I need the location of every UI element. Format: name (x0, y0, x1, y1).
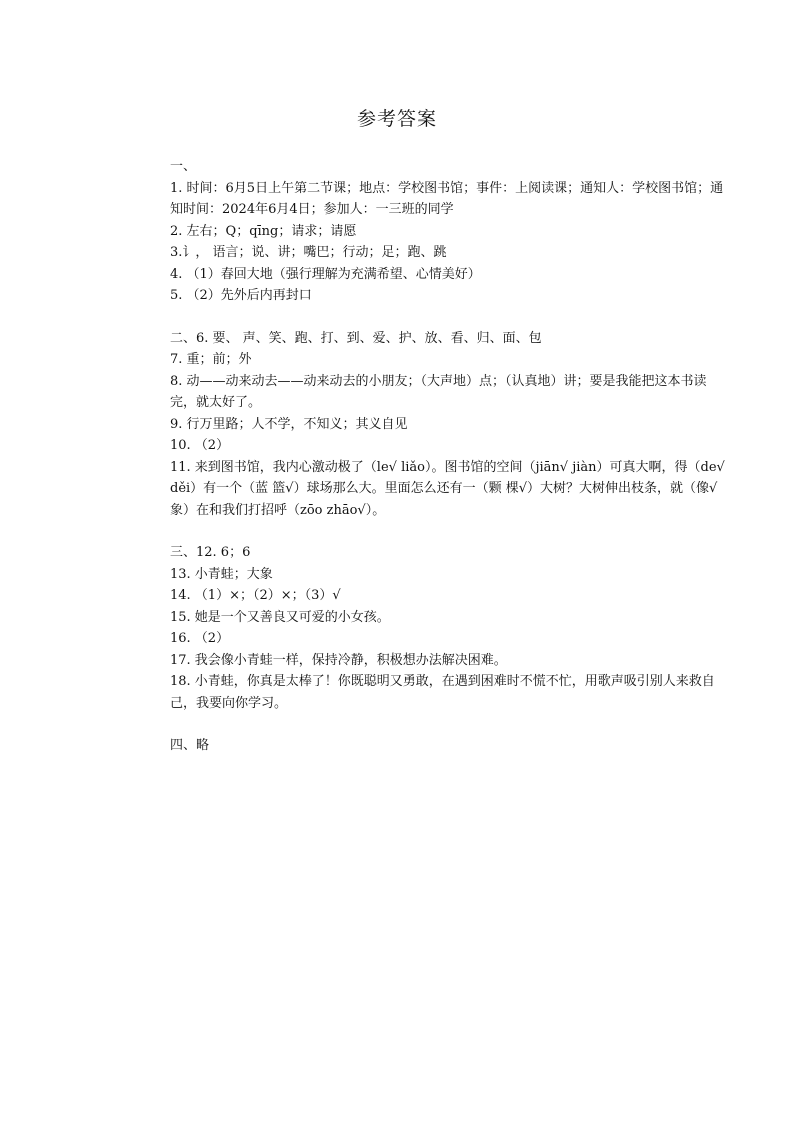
answer-line-9: 9. 行万里路；人不学，不知义；其义自见 (170, 416, 408, 432)
section-heading-one: 一、 (170, 159, 197, 174)
answer-line-14: 14. （1）×；（2）×；（3）√ (170, 588, 341, 603)
answer-line-16: 16. （2） (170, 631, 230, 646)
answer-line-8: 8. 动——动来动去——动来动去的小朋友；（大声地）点；（认真地）讲；要是我能把这本书读完，就太好了。 (170, 373, 707, 410)
answer-line-6: 二、6. 要、 声、笑、跑、打、到、爱、护、放、看、归、面、包 (170, 330, 542, 346)
section-spacer (170, 521, 726, 542)
answer-line-13: 13. 小青蛙；大象 (170, 566, 273, 582)
answer-line-1: 1. 时间：6月5日上午第二节课；地点：学校图书馆；事件：上阅读课；通知人：学校图书馆；通知时间：2024年6月4日；参加人：一三班的同学 (170, 180, 724, 217)
answer-line-11: 11. 来到图书馆，我内心激动极了（le√ liǎo）。图书馆的空间（jiān√ jiàn）可真大啊，得（de√ děi）有一个（蓝 篮√）球场那么大。里面怎么还有一（颗 棵√）大树？大树伸出枝条，就（像√ 象）在和我们打招呼（zōo zhāo√）。 (170, 459, 725, 518)
section-heading-four: 四、略 (170, 738, 210, 753)
page-title: 参考答案 (356, 108, 437, 130)
section-two (170, 328, 726, 522)
answer-line-2: 2. 左右；Q；qīng；请求；请愿 (170, 223, 357, 239)
answer-line-17: 17. 我会像小青蛙一样，保持冷静，积极想办法解决困难。 (170, 652, 507, 668)
section-one (170, 156, 726, 307)
section-spacer (170, 714, 726, 735)
section-four (170, 735, 726, 757)
answer-line-18: 18. 小青蛙，你真是太棒了！你既聪明又勇敢，在遇到困难时不慌不忙，用歌声吸引别人来救自己，我要向你学习。 (170, 674, 715, 711)
section-three (170, 542, 726, 714)
answer-line-7: 7. 重；前；外 (170, 352, 252, 367)
answer-line-5: 5. （2）先外后内再封口 (170, 288, 312, 303)
answer-content (170, 156, 726, 757)
answer-line-4: 4. （1）春回大地（强行理解为充满希望、心情美好） (170, 266, 481, 282)
section-spacer (170, 307, 726, 328)
answer-line-10: 10. （2） (170, 438, 230, 453)
answer-line-15: 15. 她是一个又善良又可爱的小女孩。 (170, 609, 390, 625)
answer-line-12: 三、12. 6；6 (170, 545, 251, 560)
answer-line-3: 3.讠， 语言；说、讲；嘴巴；行动；足；跑、跳 (170, 245, 447, 260)
